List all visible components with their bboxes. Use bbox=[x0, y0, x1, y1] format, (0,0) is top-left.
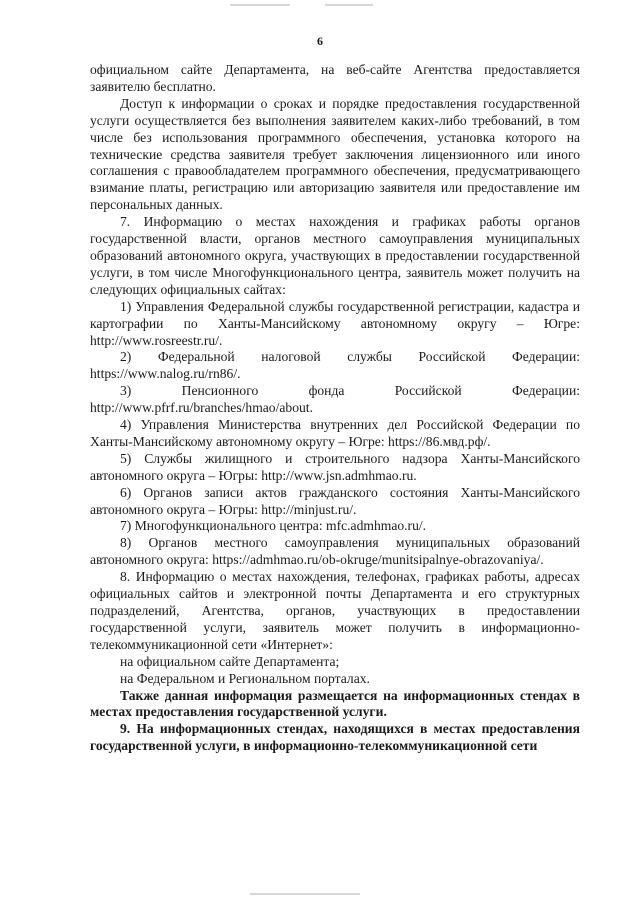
scan-artifact bbox=[230, 4, 290, 6]
paragraph: на официальном сайте Департамента; bbox=[120, 653, 340, 669]
paragraph: 4) Управления Министерства внутренних дел Российской Федерации по Ханты-Мансийскому автономному округу – Югре: https://86.мвд.рф/. bbox=[90, 417, 580, 449]
paragraph: на Федеральном и Региональном порталах. bbox=[120, 670, 370, 686]
paragraph: Доступ к информации о сроках и порядке предоставления государственной услуги осуществляется без выполнения заявителем каких-либо требований, в том числе без использования программного обеспечения, установка которого на технические средства заявителя требует заключения лицензионного или иного соглашения с правообладателем программного обеспечения, предусматривающего взимание платы, регистрацию или авторизацию заявителя или предоставление им персональных данных. bbox=[90, 95, 580, 213]
paragraph: официальном сайте Департамента, на веб-сайте Агентства предоставляется заявителю бесплатно. bbox=[90, 62, 580, 94]
document-body bbox=[90, 62, 580, 755]
scan-artifact bbox=[250, 893, 360, 895]
paragraph: 6) Органов записи актов гражданского состояния Ханты-Мансийского автономного округа – Югры: http://minjust.ru/. bbox=[90, 484, 580, 517]
paragraph: 7) Многофункционального центра: mfc.admhmao.ru/. bbox=[120, 518, 427, 534]
paragraph: 8) Органов местного самоуправления муниципальных образований автономного округа: https://admhmao.ru/ob-okruge/munitsipalnye-obrazovaniya/. bbox=[90, 535, 580, 568]
paragraph: 8. Информацию о местах нахождения, телефонах, графиках работы, адресах официальных сайтов и электронной почты Департамента и его структурных подразделений, Агентства, органов, участвующих в предоставлении государственной услуги, заявитель может получить в информационно-телекоммуникационной сети «Интернет»: bbox=[90, 569, 580, 652]
paragraph: 5) Службы жилищного и строительного надзора Ханты-Мансийского автономного округа – Югры: http://www.jsn.admhmao.ru. bbox=[90, 450, 580, 483]
page-number: 6 bbox=[317, 34, 323, 48]
paragraph: 9. На информационных стендах, находящихся в местах предоставления государственной услуги, в информационно-телекоммуникационной сети bbox=[90, 721, 580, 754]
paragraph: Также данная информация размещается на информационных стендах в местах предоставления государственной услуги. bbox=[90, 687, 580, 720]
paragraph: 2) Федеральной налоговой службы Российской Федерации: https://www.nalog.ru/rn86/. bbox=[90, 349, 580, 382]
scan-artifact bbox=[325, 4, 373, 6]
paragraph: 3) Пенсионного фонда Российской Федерации: http://www.pfrf.ru/branches/hmao/about. bbox=[90, 383, 580, 416]
paragraph: 1) Управления Федеральной службы государственной регистрации, кадастра и картографии по Ханты-Мансийскому автономному округу – Югре: http://www.rosreestr.ru/. bbox=[90, 298, 580, 348]
paragraph: 7. Информацию о местах нахождения и графиках работы органов государственной власти, органов местного самоуправления муниципальных образований автономного округа, участвующих в предоставлении государственной услуги, в том числе Многофункционального центра, заявитель может получить на следующих официальных сайтах: bbox=[90, 214, 580, 297]
